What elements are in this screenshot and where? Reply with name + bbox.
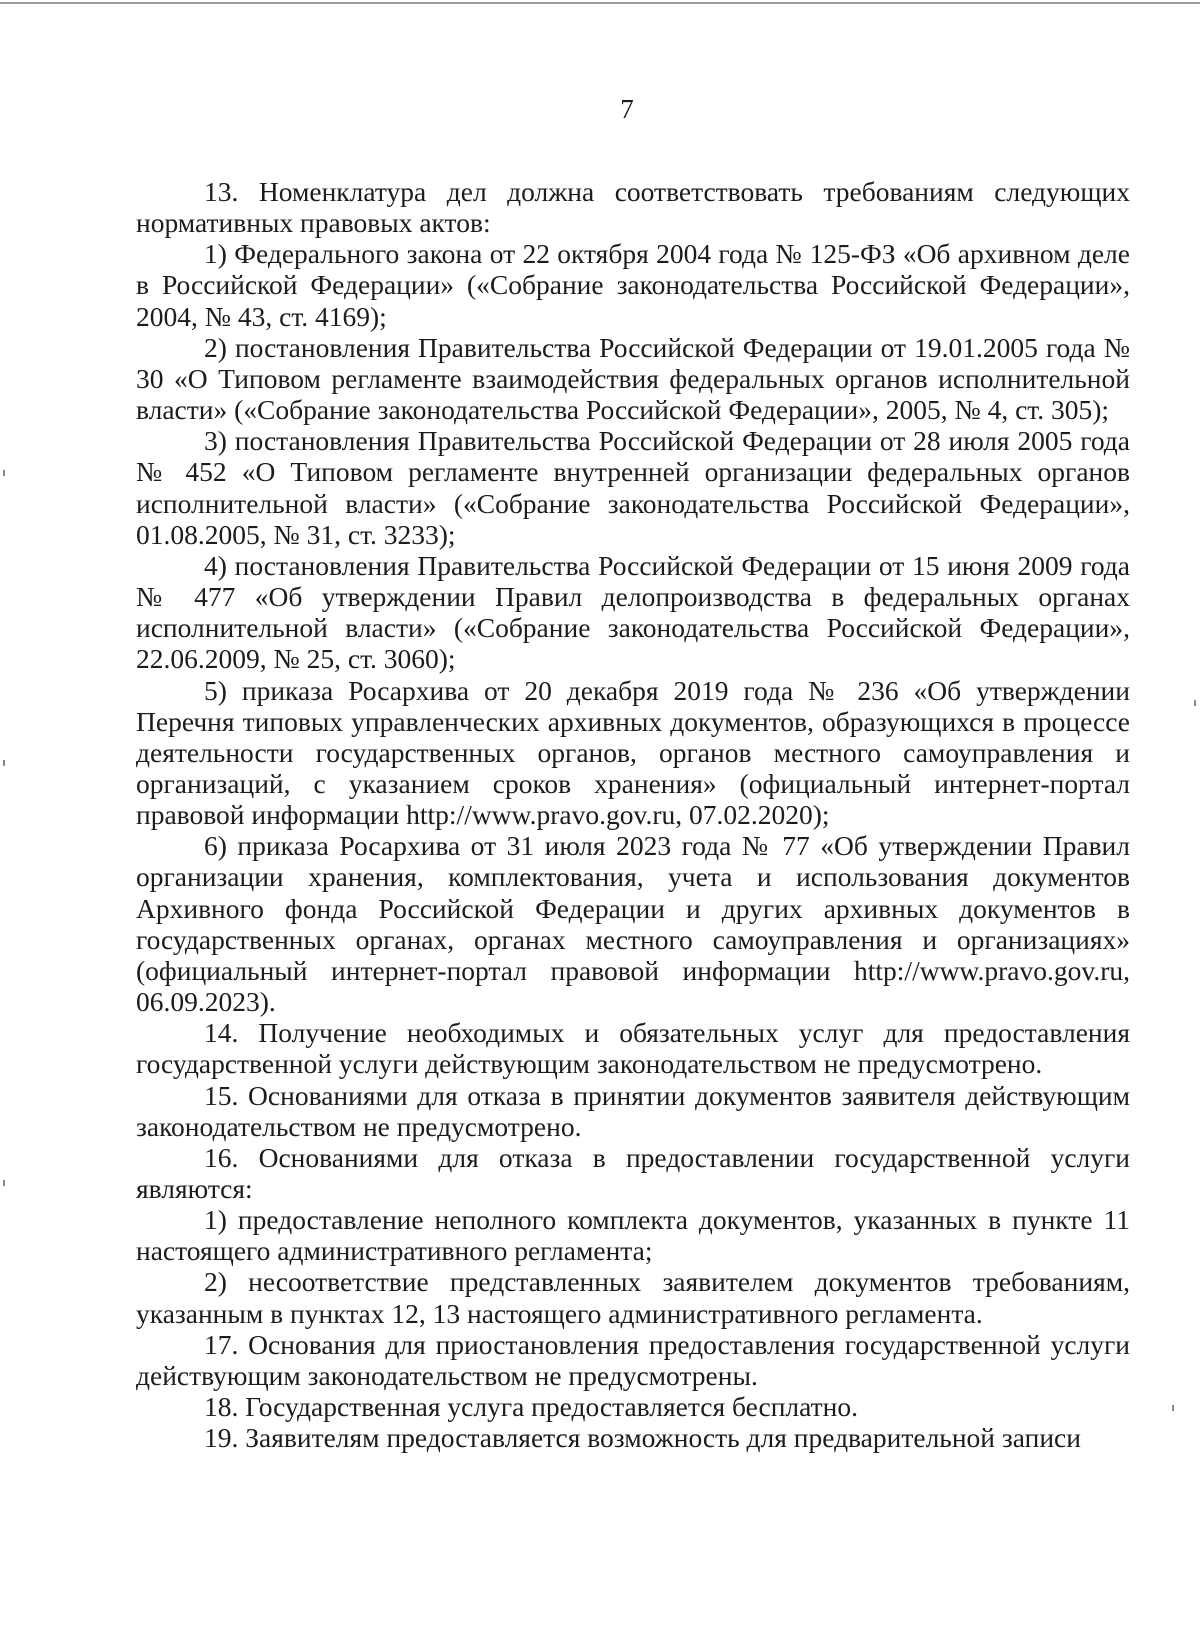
paragraph-14: 14. Получение необходимых и обязательных услуг для предоставления государственной услуги действующим законодательством не предусмотрено.	[136, 1017, 1130, 1080]
page-number: 7	[620, 94, 634, 124]
paragraph-15: 15. Основаниями для отказа в принятии документов заявителя действующим законодательством не предусмотрено.	[136, 1079, 1130, 1142]
paragraph-16: 16. Основаниями для отказа в предоставлении государственной услуги являются:	[136, 1141, 1130, 1204]
paragraph-16-item-2: 2) несоответствие представленных заявителем документов требованиям, указанным в пунктах 12, 13 настоящего административного регламента.	[136, 1266, 1130, 1329]
paragraph-19: 19. Заявителям предоставляется возможность для предварительной записи	[204, 1422, 1081, 1454]
paragraph-13-item-3: 3) постановления Правительства Российской Федерации от 28 июля 2005 года № 452 «О Типовом регламенте внутренней организации федеральных органов исполнительной власти» («Собрание законодательства Российской Федерации», 01.08.2005, № 31, ст. 3233);	[136, 425, 1130, 550]
document-body	[136, 176, 1130, 1453]
scan-speck	[3, 760, 5, 766]
paragraph-17: 17. Основания для приостановления предоставления государственной услуги действующим законодательством не предусмотрены.	[136, 1328, 1130, 1391]
scan-speck	[1194, 700, 1196, 706]
scan-speck	[1172, 1405, 1174, 1411]
paragraph-13-item-5: 5) приказа Росархива от 20 декабря 2019 года № 236 «Об утверждении Перечня типовых управленческих архивных документов, образующихся в процессе деятельности государственных органов, органов местного самоуправления и организаций, с указанием сроков хранения» (официальный интернет-портал правовой информации http://www.pravo.gov.ru, 07.02.2020);	[136, 674, 1130, 831]
scan-top-edge	[0, 2, 1200, 4]
scan-speck	[3, 470, 5, 476]
paragraph-13-item-6: 6) приказа Росархива от 31 июля 2023 года № 77 «Об утверждении Правил организации хранения, комплектования, учета и использования документов Архивного фонда Российской Федерации и других архивных документов в государственных органах, органах местного самоуправления и организациях» (официальный интернет-портал правовой информации http://www.pravo.gov.ru, 06.09.2023).	[136, 830, 1130, 1018]
paragraph-13-item-1: 1) Федерального закона от 22 октября 2004 года № 125-ФЗ «Об архивном деле в Российской Федерации» («Собрание законодательства Российской Федерации», 2004, № 43, ст. 4169);	[136, 238, 1130, 332]
scan-speck	[3, 1180, 5, 1186]
paragraph-18: 18. Государственная услуга предоставляется бесплатно.	[204, 1391, 858, 1423]
paragraph-16-item-1: 1) предоставление неполного комплекта документов, указанных в пункте 11 настоящего административного регламента;	[136, 1204, 1130, 1267]
paragraph-13-item-4: 4) постановления Правительства Российской Федерации от 15 июня 2009 года № 477 «Об утверждении Правил делопроизводства в федеральных органах исполнительной власти» («Собрание законодательства Российской Федерации», 22.06.2009, № 25, ст. 3060);	[136, 549, 1130, 675]
paragraph-13: 13. Номенклатура дел должна соответствовать требованиям следующих нормативных правовых актов:	[136, 176, 1130, 239]
paragraph-13-item-2: 2) постановления Правительства Российской Федерации от 19.01.2005 года № 30 «О Типовом регламенте взаимодействия федеральных органов исполнительной власти» («Собрание законодательства Российской Федерации», 2005, № 4, ст. 305);	[136, 331, 1130, 426]
